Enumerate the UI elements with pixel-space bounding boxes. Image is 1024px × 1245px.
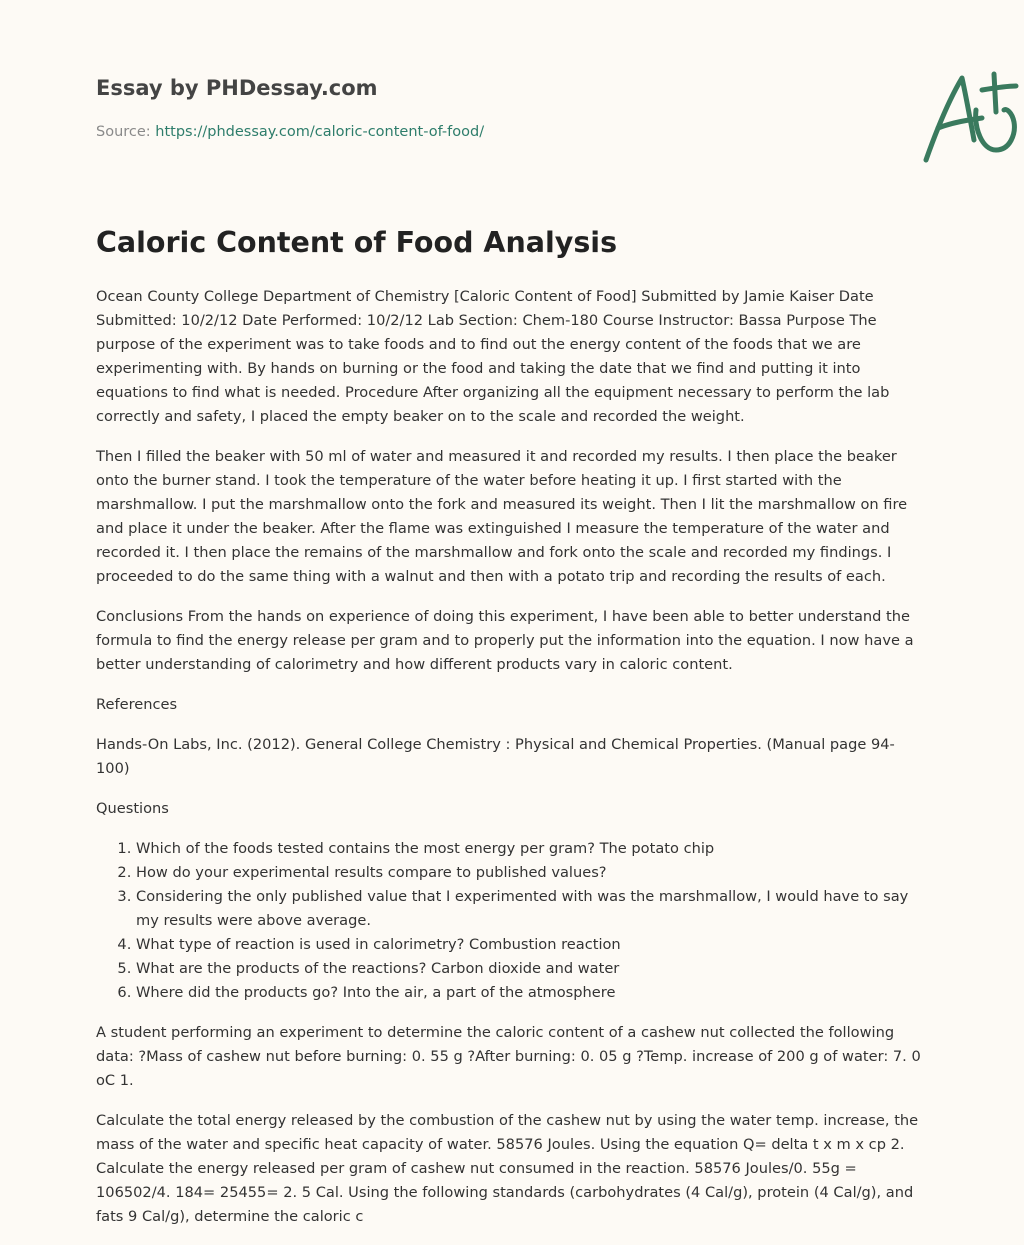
paragraph: Ocean County College Department of Chemistry [Caloric Content of Food] Submitted by Jamie Kaiser Date Submitted: 10/2/12 Date Performed: 10/2/12 Lab Section: Chem-180 Course Instructor: Bassa Purpose The purpose of the experiment was to take foods and to find out the energy content of the foods that we are experimenting with. By hands on burning or the food and taking the date that we find and putting it into equations to find what is needed. Procedure After organizing all the equipment necessary to perform the lab correctly and safety, I placed the empty beaker on to the scale and recorded the weight. [96, 288, 890, 425]
list-item: 3. Considering the only published value that I experimented with was the marshmallow, I would have to say my results were above average. [136, 885, 926, 933]
source-label: Source: [96, 124, 156, 140]
list-item: 5. What are the products of the reactions? Carbon dioxide and water [136, 957, 926, 981]
paragraph: Conclusions From the hands on experience of doing this experiment, I have been able to better understand the formula to find the energy release per gram and to properly put the information into the equation. I now have a better understanding of calorimetry and how different products vary in caloric content. [96, 608, 914, 673]
a-plus-logo-icon [916, 66, 1020, 166]
list-item: 1. Which of the foods tested contains the most energy per gram? The potato chip [136, 837, 926, 861]
site-title: Essay by PHDessay.com [96, 76, 378, 100]
paragraph: Then I filled the beaker with 50 ml of water and measured it and recorded my results. I then place the beaker onto the burner stand. I took the temperature of the water before heating it up. I first started with the marshmallow. I put the marshmallow onto the fork and measured its weight. Then I lit the marshmallow on fire and place it under the beaker. After the flame was extinguished I measure the temperature of the water and recorded it. I then place the remains of the marshmallow and fork onto the scale and recorded my findings. I proceeded to do the same thing with a walnut and then with a potato trip and recording the results of each. [96, 448, 908, 585]
questions-list [96, 837, 926, 1005]
list-item: 2. How do your experimental results compare to published values? [136, 861, 926, 885]
source-link[interactable]: https://phdessay.com/caloric-content-of-food/ [155, 124, 485, 140]
essay-body [96, 285, 926, 1245]
paragraph: A student performing an experiment to determine the caloric content of a cashew nut collected the following data: ?Mass of cashew nut before burning: 0. 55 g ?After burning: 0. 05 g ?Temp. increase of 200 g of water: 7. 0 oC 1. [96, 1024, 921, 1089]
paragraph: Calculate the total energy released by the combustion of the cashew nut by using the water temp. increase, the mass of the water and specific heat capacity of water. 58576 Joules. Using the equation Q= delta t x m x cp 2. Calculate the energy released per gram of cashew nut consumed in the reaction. 58576 Joules/0. 55g = 106502/4. 184= 25455= 2. 5 Cal. Using the following standards (carbohydrates (4 Cal/g), protein (4 Cal/g), and fats 9 Cal/g), determine the caloric c [96, 1112, 919, 1225]
essay-title: Caloric Content of Food Analysis [96, 226, 618, 259]
list-item: 4. What type of reaction is used in calorimetry? Combustion reaction [136, 933, 926, 957]
reference-item: Hands-On Labs, Inc. (2012). General College Chemistry : Physical and Chemical Properties. (Manual page 94-100) [96, 736, 895, 777]
source-line [96, 124, 484, 140]
list-item: 6. Where did the products go? Into the air, a part of the atmosphere [136, 981, 926, 1005]
references-heading: References [96, 696, 178, 713]
questions-heading: Questions [96, 800, 169, 817]
